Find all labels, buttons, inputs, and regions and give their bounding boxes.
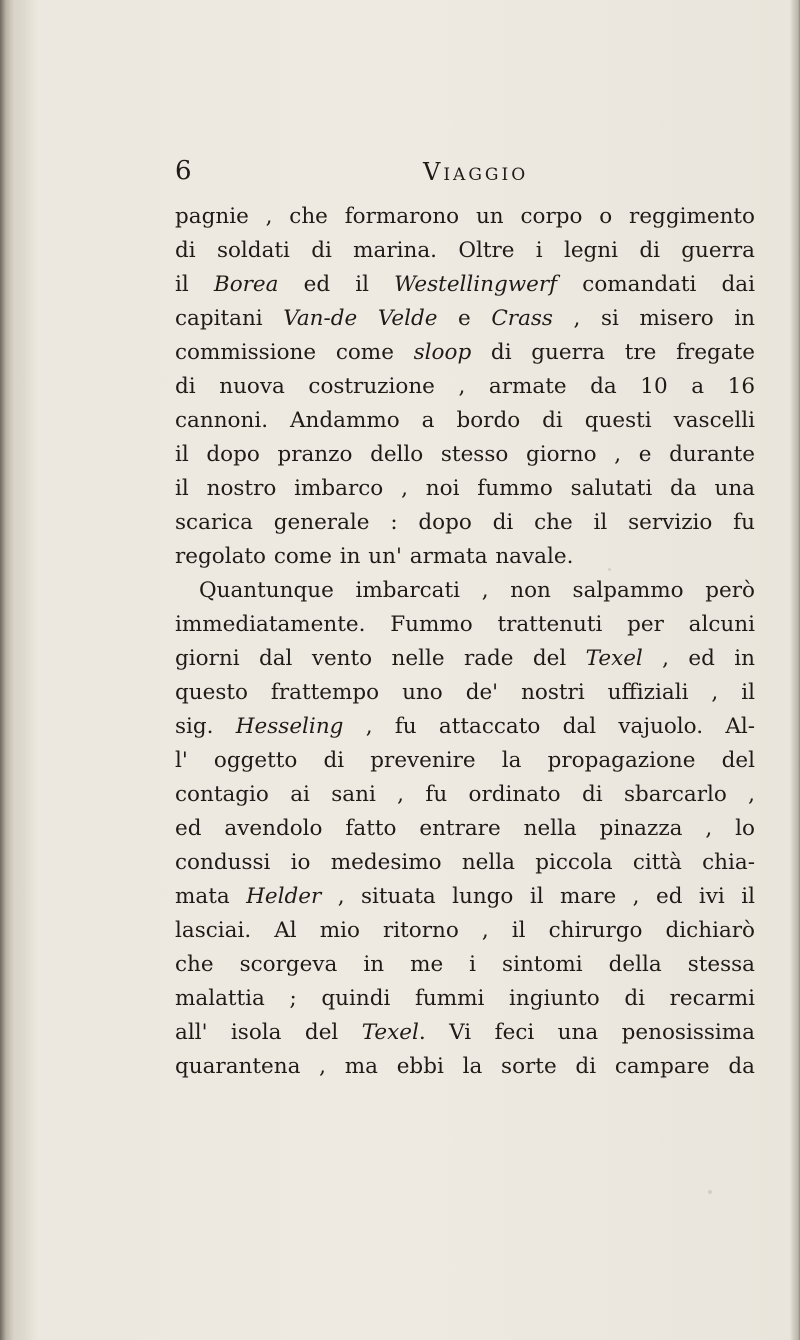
text-line [175,982,755,1016]
italic-name: Borea [213,272,279,297]
text-line [175,1016,755,1050]
text-segment: quarantena , ma ebbi la sorte di campare da [175,1054,755,1079]
text-segment: di nuova costruzione , armate da 10 a 16 [175,374,755,399]
text-segment: di guerra tre fregate [471,340,755,365]
text-segment: lasciai. Al mio ritorno , il chirurgo dichiarò [175,918,755,943]
text-segment: malattia ; quindi fummi ingiunto di recarmi [175,986,755,1011]
text-line [175,1050,755,1084]
text-segment: commissione come [175,340,414,365]
text-line [175,370,755,404]
text-line [175,914,755,948]
text-line [175,472,755,506]
text-line [175,608,755,642]
page-header [175,156,735,196]
text-line [175,268,755,302]
text-line [175,336,755,370]
text-line [175,812,755,846]
running-head: Viaggio [423,158,529,186]
text-line [175,540,755,574]
text-line [175,574,755,608]
page-binding-edge [0,0,34,1340]
text-segment: contagio ai sani , fu ordinato di sbarcarlo , [175,782,755,807]
text-segment: scarica generale : dopo di che il servizio fu [175,510,755,535]
text-segment: giorni dal vento nelle rade del [175,646,586,671]
text-segment: immediatamente. Fummo trattenuti per alcuni [175,612,755,637]
text-segment: all' isola del [175,1020,362,1045]
text-segment: di soldati di marina. Oltre i legni di guerra [175,238,755,263]
text-line [175,710,755,744]
page-right-edge [790,0,800,1340]
text-segment: cannoni. Andammo a bordo di questi vascelli [175,408,755,433]
text-line [175,200,755,234]
text-segment: , situata lungo il mare , ed ivi il [321,884,755,909]
text-segment: capitani [175,306,284,331]
italic-name: Westellingwerf [394,272,558,297]
text-segment: che scorgeva in me i sintomi della stessa [175,952,755,977]
page-number: 6 [175,156,193,186]
text-segment: ed il [278,272,395,297]
text-segment: , si misero in [552,306,755,331]
text-line [175,880,755,914]
body-text [175,200,755,1084]
text-line [175,642,755,676]
text-segment: Quantunque imbarcati , non salpammo però [199,578,755,603]
italic-name: Texel [361,1020,419,1045]
text-segment: regolato come in un' armata navale. [175,544,574,569]
italic-name: sloop [413,340,472,365]
italic-name: Hesseling [235,714,344,739]
text-segment: il dopo pranzo dello stesso giorno , e durante [175,442,755,467]
text-line [175,438,755,472]
text-segment: il nostro imbarco , noi fummo salutati da una [175,476,755,501]
text-line [175,302,755,336]
italic-name: Texel [585,646,643,671]
text-line [175,744,755,778]
text-line [175,948,755,982]
text-segment: sig. [175,714,236,739]
text-segment: mata [175,884,247,909]
italic-name: Crass [491,306,553,331]
text-segment: condussi io medesimo nella piccola città chia- [175,850,755,875]
paper-spot [708,1190,712,1194]
text-line [175,778,755,812]
italic-name: Van-de Velde [283,306,438,331]
text-segment: pagnie , che formarono un corpo o reggimento [175,204,755,229]
text-line [175,676,755,710]
text-segment: questo frattempo uno de' nostri uffiziali , il [175,680,755,705]
italic-name: Helder [246,884,322,909]
text-line [175,846,755,880]
text-segment: comandati dai [557,272,755,297]
text-segment: ed avendolo fatto entrare nella pinazza , lo [175,816,755,841]
text-line [175,234,755,268]
text-segment: , fu attaccato dal vajuolo. Al- [343,714,755,739]
text-segment: il [175,272,214,297]
text-segment: e [437,306,492,331]
text-line [175,506,755,540]
text-segment: l' oggetto di prevenire la propagazione del [175,748,755,773]
text-line [175,404,755,438]
text-segment: , ed in [642,646,756,671]
text-segment: . Vi feci una penosissima [418,1020,755,1045]
